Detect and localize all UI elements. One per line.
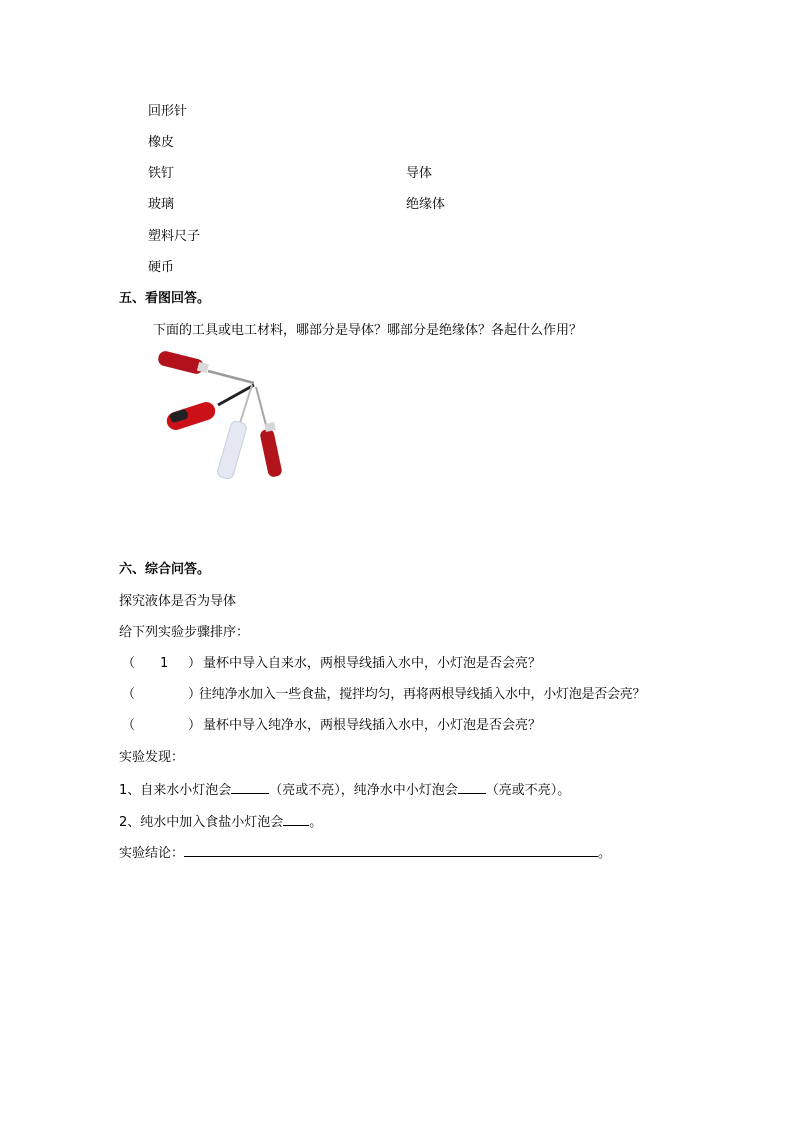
step1-open-paren: （ bbox=[122, 656, 136, 671]
section5-heading: 五、看图回答。 bbox=[119, 291, 211, 306]
step1-text: 量杯中导入自来水，两根导线插入水中，小灯泡是否会亮？ bbox=[203, 656, 542, 671]
step2-open-paren: （ bbox=[122, 687, 136, 702]
material-plastic-ruler: 塑料尺子 bbox=[148, 229, 201, 244]
material-glass: 玻璃 bbox=[148, 197, 175, 212]
screwdrivers-and-test-pen-image bbox=[156, 347, 312, 479]
conclusion-blank[interactable] bbox=[184, 844, 598, 857]
conclusion-end: 。 bbox=[598, 846, 612, 861]
step2-close-paren: ） bbox=[188, 687, 202, 702]
finding2-part1: 2、纯水中加入食盐小灯泡会 bbox=[119, 815, 284, 830]
material-coin: 硬币 bbox=[148, 260, 175, 275]
section5-question: 下面的工具或电工材料，哪部分是导体？哪部分是绝缘体？各起什么作用？ bbox=[153, 323, 583, 338]
category-insulator: 绝缘体 bbox=[406, 197, 446, 212]
step1-close-paren: ） bbox=[188, 656, 202, 671]
step3-open-paren: （ bbox=[122, 718, 136, 733]
finding2-part2: 。 bbox=[309, 815, 323, 830]
material-paperclip: 回形针 bbox=[148, 104, 188, 119]
finding2-line bbox=[119, 813, 322, 831]
section6-topic: 探究液体是否为导体 bbox=[119, 594, 237, 609]
step3-close-paren: ） bbox=[188, 718, 202, 733]
finding1-part3: （亮或不亮）。 bbox=[485, 783, 571, 798]
conclusion-line bbox=[119, 844, 611, 862]
conclusion-label: 实验结论： bbox=[119, 846, 185, 861]
finding1-blank-tapwater[interactable] bbox=[231, 781, 269, 794]
section6-heading: 六、综合问答。 bbox=[119, 562, 211, 577]
finding1-blank-purewater[interactable] bbox=[458, 781, 486, 794]
finding2-blank-saltwater[interactable] bbox=[283, 813, 309, 826]
finding1-part1: 1、自来水小灯泡会 bbox=[119, 783, 232, 798]
finding1-line bbox=[119, 781, 570, 799]
section6-instruction: 给下列实验步骤排序： bbox=[119, 625, 250, 640]
step3-text: 量杯中导入纯净水，两根导线插入水中，小灯泡是否会亮？ bbox=[203, 718, 542, 733]
category-conductor: 导体 bbox=[406, 166, 433, 181]
finding1-part2: （亮或不亮），纯净水中小灯泡会 bbox=[269, 783, 458, 798]
material-eraser: 橡皮 bbox=[148, 135, 175, 150]
findings-label: 实验发现： bbox=[119, 750, 185, 765]
material-iron-nail: 铁钉 bbox=[148, 166, 175, 181]
step1-order-answer[interactable]: 1 bbox=[160, 656, 169, 671]
step2-text: 往纯净水加入一些食盐，搅拌均匀，再将两根导线插入水中，小灯泡是否会亮？ bbox=[199, 687, 646, 702]
